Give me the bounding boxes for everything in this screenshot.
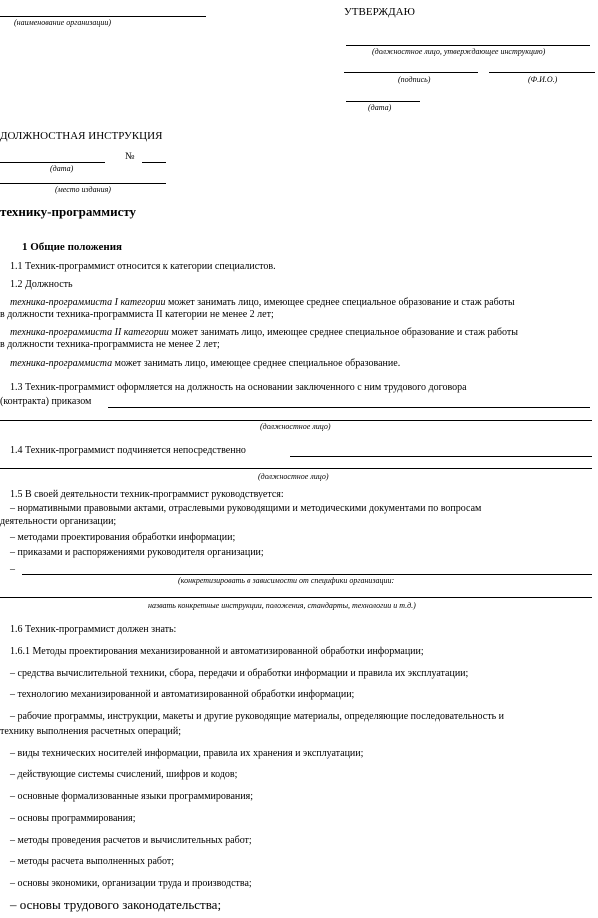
supervisor-fill-line: [290, 456, 592, 457]
para-1-5-dash: –: [10, 564, 15, 575]
doc-number-line: [142, 162, 166, 163]
para-1-3-caption: (должностное лицо): [260, 422, 331, 431]
para-1-3-line2: (контракта) приказом: [0, 396, 92, 407]
category-3-name: техника-программиста: [10, 358, 113, 369]
fio-line: [489, 72, 595, 73]
order-fill-line: [108, 407, 590, 408]
org-name-line: [0, 16, 206, 17]
para-1-3-line1: 1.3 Техник-программист оформляется на должность на основании заключенного с ним трудового договора: [10, 382, 467, 393]
section-heading: 1 Общие положения: [22, 241, 122, 253]
guidance-fill-line: [22, 574, 592, 575]
para-1-5-item1-line1: – нормативными правовыми актами, отраслевыми руководящими и методическими документами по вопросам: [10, 503, 482, 514]
guidance-fill-line-2: [0, 597, 592, 598]
approve-date-line: [346, 101, 420, 102]
approver-position-line: [346, 45, 590, 46]
doc-type-title: ДОЛЖНОСТНАЯ ИНСТРУКЦИЯ: [0, 130, 163, 142]
knowledge-item-5: – действующие системы счислений, шифров и кодов;: [10, 769, 238, 780]
category-3-text: может занимать лицо, имеющее среднее специальное образование.: [112, 358, 401, 369]
category-1-text: может занимать лицо, имеющее среднее специальное образование и стаж работы: [165, 297, 515, 308]
para-1-6: 1.6 Техник-программист должен знать:: [10, 624, 177, 635]
para-1-5-item2: – методами проектирования обработки информации;: [10, 532, 236, 543]
fio-caption: (Ф.И.О.): [528, 75, 558, 84]
doc-place-line: [0, 183, 166, 184]
para-1-4-caption: (должностное лицо): [258, 472, 329, 481]
category-3-line: [10, 358, 400, 370]
knowledge-item-9: – методы расчета выполненных работ;: [10, 856, 175, 867]
knowledge-item-2: – технологию механизированной и автоматизированной обработки информации;: [10, 689, 355, 700]
doc-date-line: [0, 162, 105, 163]
doc-place-caption: (место издания): [55, 185, 111, 194]
position-title: технику-программисту: [0, 204, 137, 219]
knowledge-item-3-line2: технику выполнения расчетных операций;: [0, 726, 181, 737]
knowledge-item-3-line1: – рабочие программы, инструкции, макеты и другие руководящие материалы, определяющие последовательность и: [10, 711, 505, 722]
category-1-name: техника-программиста I категории: [10, 297, 166, 308]
category-2-text: может занимать лицо, имеющее среднее специальное образование и стаж работы: [168, 327, 518, 338]
knowledge-item-10: – основы экономики, организации труда и производства;: [10, 878, 252, 889]
para-1-5-item1-line2: деятельности организации;: [0, 516, 117, 527]
approve-title: УТВЕРЖДАЮ: [344, 6, 415, 18]
signature-line: [344, 72, 478, 73]
doc-date-caption: (дата): [50, 164, 74, 173]
para-1-2: 1.2 Должность: [10, 279, 73, 290]
para-1-4: 1.4 Техник-программист подчиняется непосредственно: [10, 445, 246, 456]
knowledge-item-4: – виды технических носителей информации, правила их хранения и эксплуатации;: [10, 748, 364, 759]
approver-position-caption: (должностное лицо, утверждающее инструкцию): [372, 47, 546, 56]
para-1-5-caption1: (конкретизировать в зависимости от специфики организации:: [178, 576, 395, 585]
category-2-name: техника-программиста II категории: [10, 327, 169, 338]
org-name-caption: (наименование организации): [14, 18, 112, 27]
knowledge-item-11: – основы трудового законодательства;: [10, 897, 222, 912]
supervisor-fill-line-2: [0, 468, 592, 469]
approve-date-caption: (дата): [368, 103, 392, 112]
knowledge-item-1: – средства вычислительной техники, сбора, передачи и обработки информации и правила их эксплуатации;: [10, 668, 469, 679]
category-1-line: [10, 297, 515, 309]
order-fill-line-2: [0, 420, 592, 421]
para-1-6-1: 1.6.1 Методы проектирования механизированной и автоматизированной обработки информации;: [10, 646, 424, 657]
para-1-5: 1.5 В своей деятельности техник-программист руководствуется:: [10, 489, 284, 500]
category-1-cont: в должности техника-программиста II категории не менее 2 лет;: [0, 309, 274, 320]
signature-caption: (подпись): [398, 75, 431, 84]
knowledge-item-7: – основы программирования;: [10, 813, 136, 824]
category-2-cont: в должности техника-программиста не менее 2 лет;: [0, 339, 220, 350]
knowledge-item-6: – основные формализованные языки программирования;: [10, 791, 253, 802]
para-1-5-caption2: назвать конкретные инструкции, положения, стандарты, технологии и т.д.): [148, 601, 416, 610]
para-1-1: 1.1 Техник-программист относится к категории специалистов.: [10, 261, 276, 272]
para-1-5-item3: – приказами и распоряжениями руководителя организации;: [10, 547, 264, 558]
category-2-line: [10, 327, 518, 339]
knowledge-item-8: – методы проведения расчетов и вычислительных работ;: [10, 835, 252, 846]
doc-number-sign: №: [125, 151, 135, 162]
